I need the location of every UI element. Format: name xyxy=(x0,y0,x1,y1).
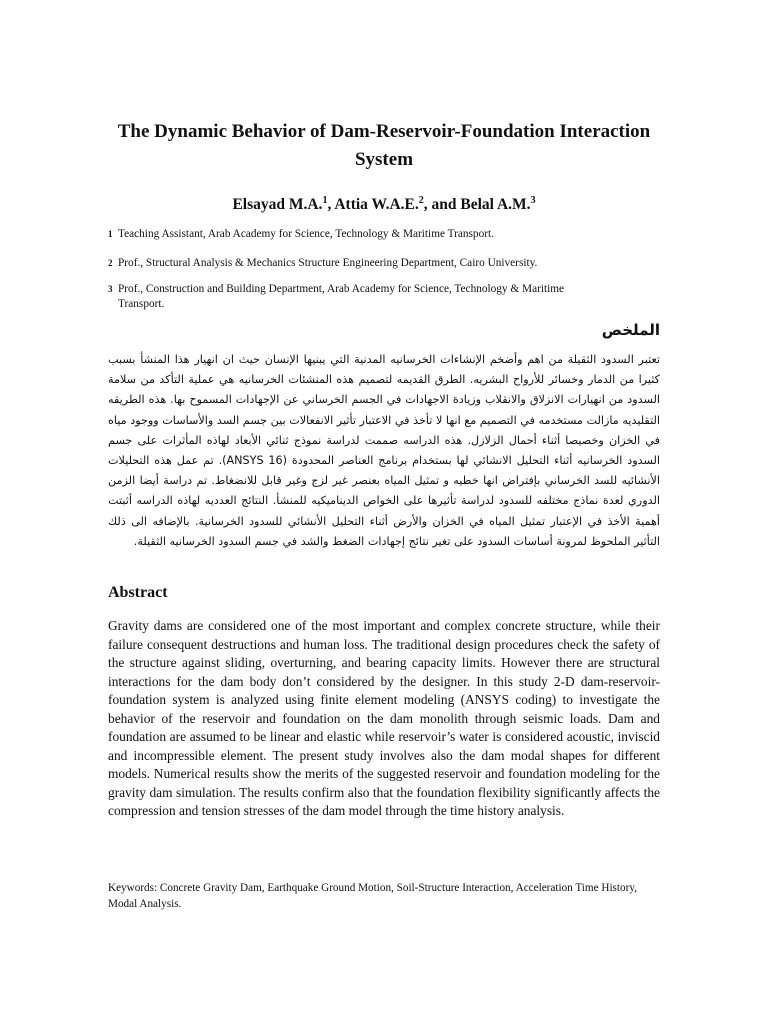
affiliation-text-continued: Transport. xyxy=(118,298,165,310)
affiliation-text: Prof., Construction and Building Department, Arab Academy for Science, Technology & Maritime xyxy=(118,283,565,295)
affiliation xyxy=(108,227,660,242)
abstract-body: Gravity dams are considered one of the most important and complex concrete structure, while their failure consequent destructions and human loss. The traditional design procedures check the safety of the structure against sliding, overturning, and bearing capacity limits. However there are structural interactions for the dam body don’t considered by the designer. In this study 2-D dam-reservoir-foundation system is analyzed using finite element modeling (ANSYS coding) to investigate the behavior of the reservoir and foundation on the dam monolith through seismic loads. Dam and foundation are assumed to be linear and elastic while reservoir’s water is considered acoustic, inviscid and incompressible element. The present study involves also the dam modal shapes for different models. Numerical results show the merits of the suggested reservoir and foundation modeling for the gravity dam simulation. The results confirm also that the foundation flexibility significantly affects the compression and tension stresses of the dam model through the time history analysis. xyxy=(108,618,660,819)
affiliation-number: 2 xyxy=(108,258,113,268)
affiliation-text: Prof., Structural Analysis & Mechanics Structure Engineering Department, Cairo University. xyxy=(118,257,538,269)
author-list xyxy=(108,191,660,215)
author-affiliation-mark: 2 xyxy=(418,195,424,206)
author-name: Belal A.M. xyxy=(460,196,531,214)
author-name: Attia W.A.E. xyxy=(334,196,419,214)
author-affiliation-mark: 3 xyxy=(530,195,536,206)
affiliation xyxy=(108,282,660,312)
affiliation xyxy=(108,256,660,271)
arabic-abstract-body: تعتبر السدود الثقيلة من اهم وأضخم الإنشاءات الخرسانيه المدنية التي يبنيها الإنسان حيث ان انهيار هذا المنشأ بسبب كثيرا من الدمار وخسائر للأرواح البشريه. الطرق القديمه لتصميم هذه المنشئات الخرسانيه هي عملية التأكد من سلامة السدود من انهيارات الانزلاق والانقلاب وزيادة الاجهادات في الجسم الخرساني عن الإجهادات المسموح بها. هذه الطريقه التقليديه مازالت مستخدمه في التصميم مع انها لا تأخذ في الاعتبار تأثير الانفعالات بين جسم السد والأساسات ووجود مياه في الخزان وخصيصا أثناء أحمال الزلازل. هذه الدراسه صممت لدراسة نموذج ثنائي الأبعاد لهاذه المأثرات على جسم السدود الخرسانيه أثناء التحليل الانشائي لها بستخدام برنامج العناصر المحدودة (ANSYS 16). تم عمل هذه التحليلات الأنشائيه للسد الخرساني بإفتراض انها خطيه و تمثيل المياه بعنصر غير لزج وغير قابل للانضغاط. تم دراسة أيضا الزمن الدوري لعدة نماذج مختلفه للسدود لدراسة تأثيرها على الخواص الديناميكيه للمنشأ. النتائج العدديه لهاذه الدراسه أثبتت أهمية الأخذ في الإعتبار تمثيل المياه في الخزان والأرض أثناء التحليل الأنشائي للسدود الخرسانية. بالإضافه الى ذلك التأثير الملحوظ لمرونة أساسات السدود على تغير نتائج إجهادات الضغط والشد في جسم السدود الخرسانيه الثقيلة. xyxy=(108,353,660,548)
author-separator: , and xyxy=(423,196,461,214)
arabic-abstract-heading: الملخص xyxy=(601,321,660,339)
affiliation-number: 3 xyxy=(108,284,113,294)
author-affiliation-mark: 1 xyxy=(322,195,328,206)
author-name: Elsayad M.A. xyxy=(232,196,323,214)
affiliation-number: 1 xyxy=(108,229,113,239)
author-separator: , xyxy=(327,196,335,214)
keywords: Keywords: Concrete Gravity Dam, Earthquake Ground Motion, Soil-Structure Interaction, Acceleration Time History, Modal Analysis. xyxy=(108,882,638,910)
affiliation-text: Teaching Assistant, Arab Academy for Science, Technology & Maritime Transport. xyxy=(118,228,494,240)
paper-title: The Dynamic Behavior of Dam-Reservoir-Foundation Interaction System xyxy=(117,121,651,170)
abstract-heading: Abstract xyxy=(108,584,168,601)
